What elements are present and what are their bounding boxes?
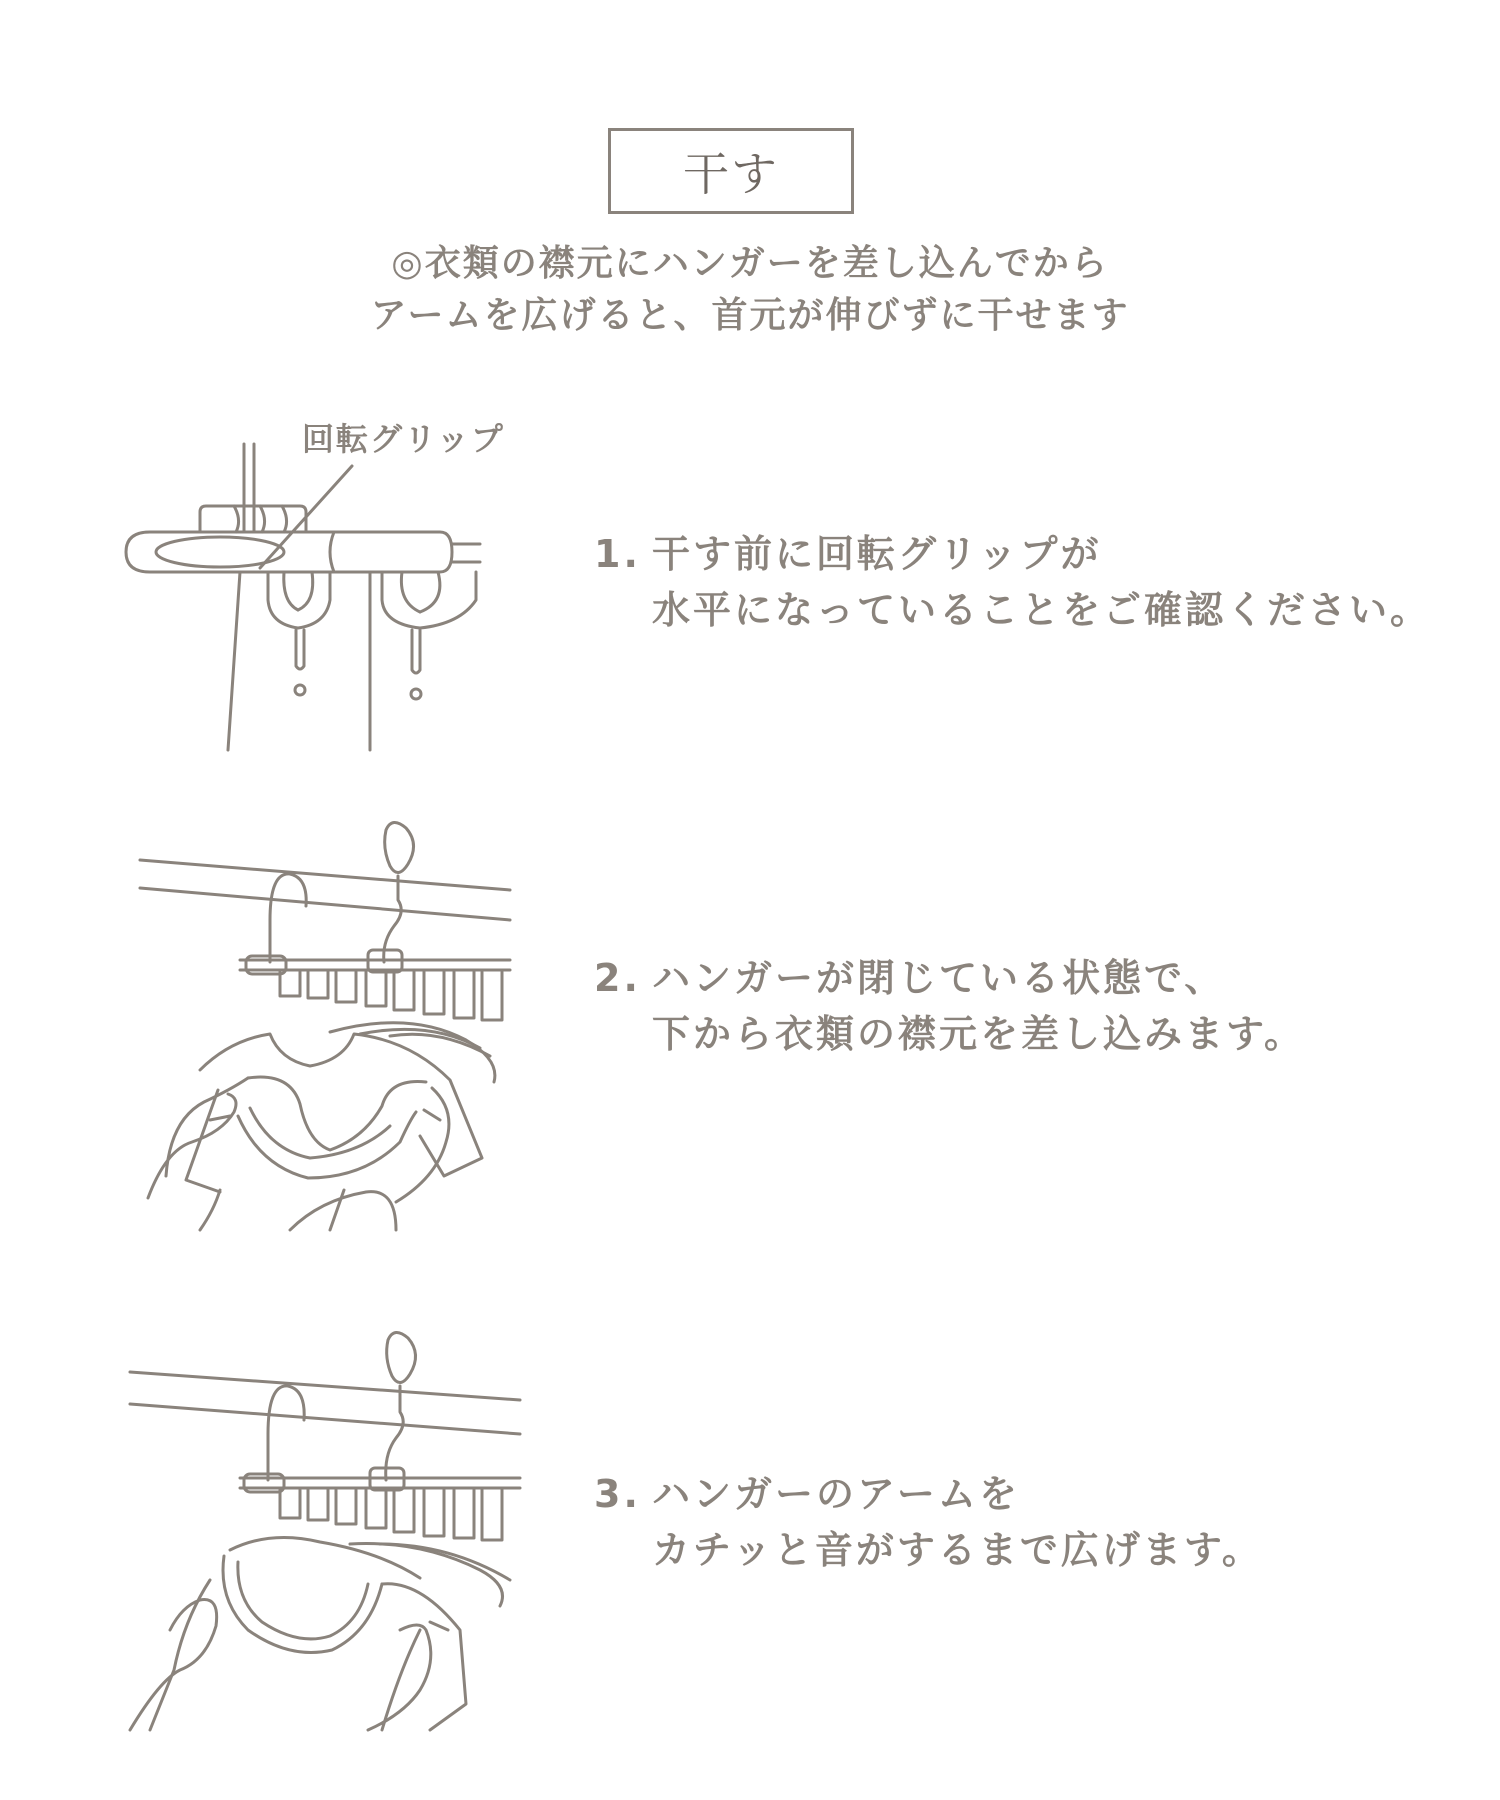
step-2 bbox=[594, 950, 1305, 1062]
insert-collar-illustration bbox=[130, 820, 530, 1250]
step-3 bbox=[594, 1466, 1263, 1578]
step-1-line-2: 水平になっていることをご確認ください。 bbox=[652, 588, 1432, 632]
step-2-line-1: ハンガーが閉じている状態で、 bbox=[652, 956, 1226, 1000]
step-3-number: 3. bbox=[594, 1472, 641, 1516]
intro-line-2: アームを広げると、首元が伸びずに干せます bbox=[370, 295, 1130, 336]
step-1 bbox=[594, 526, 1431, 638]
step-3-line-2: カチッと音がするまで広げます。 bbox=[652, 1528, 1263, 1572]
step-1-line-1: 干す前に回転グリップが bbox=[652, 532, 1102, 576]
section-title: 干す bbox=[608, 128, 854, 214]
intro-line-1: ◎衣類の襟元にハンガーを差し込んでから bbox=[391, 243, 1109, 284]
step-3-line-1: ハンガーのアームを bbox=[652, 1472, 1020, 1516]
rotating-grip-label: 回転グリップ bbox=[302, 420, 505, 458]
step-2-line-2: 下から衣類の襟元を差し込みます。 bbox=[652, 1012, 1305, 1056]
step-2-number: 2. bbox=[594, 956, 641, 1000]
spread-arms-illustration bbox=[120, 1330, 540, 1740]
step-1-number: 1. bbox=[594, 532, 641, 576]
rotating-grip-illustration bbox=[120, 440, 500, 760]
